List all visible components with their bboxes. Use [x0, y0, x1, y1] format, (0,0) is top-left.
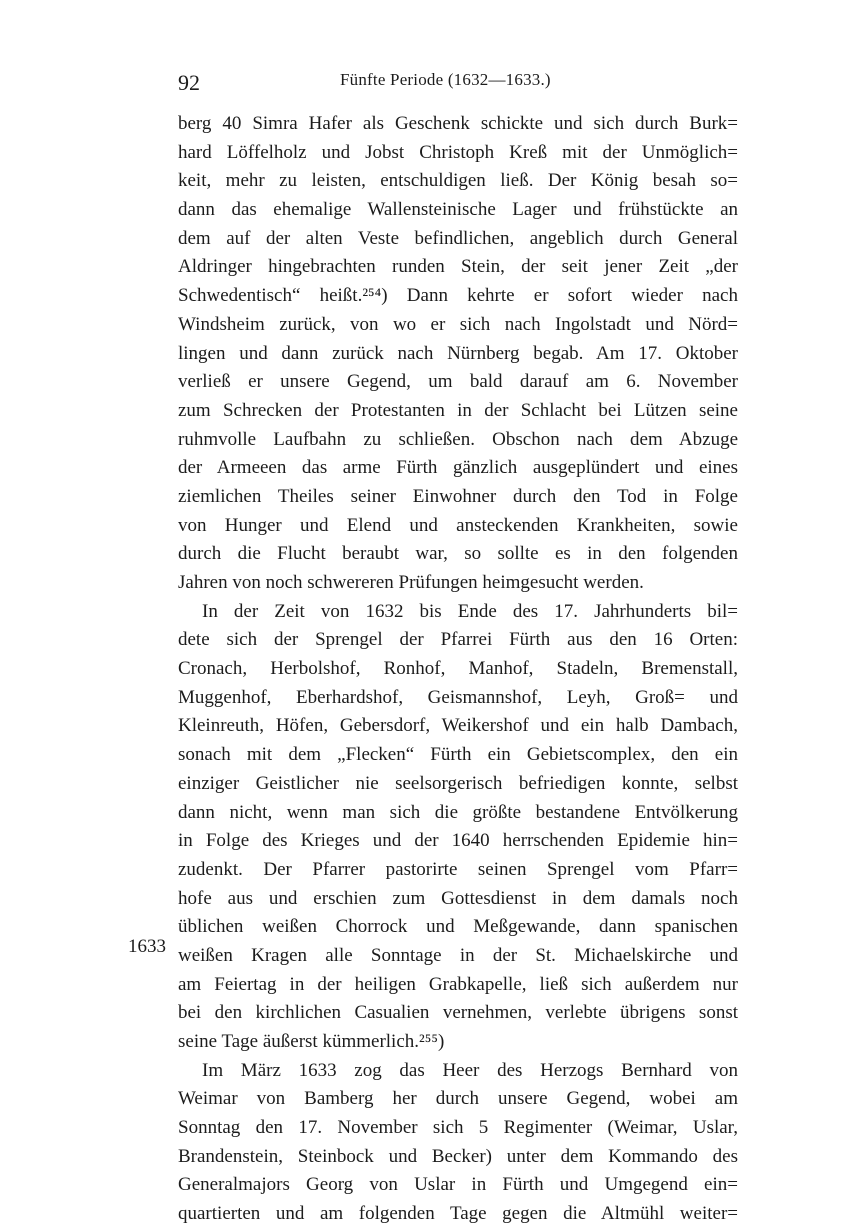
- text-line: in Folge des Krieges und der 1640 herrschenden Epidemie hin=: [178, 830, 738, 852]
- text-line: am Feiertag in der heiligen Grabkapelle, ließ sich außerdem nur: [178, 973, 738, 995]
- text-line: durch die Flucht beraubt war, so sollte es in den folgenden: [178, 543, 738, 565]
- text-line: sonach mit dem „Flecken“ Fürth ein Gebietscomplex, den ein: [178, 744, 738, 766]
- text-line: Aldringer hingebrachten runden Stein, der seit jener Zeit „der: [178, 256, 738, 278]
- text-line: üblichen weißen Chorrock und Meßgewande, dann spanischen: [178, 916, 738, 938]
- text-line: ziemlichen Theiles seiner Einwohner durch den Tod in Folge: [178, 485, 738, 507]
- text-line: Muggenhof, Eberhardshof, Geismannshof, Leyh, Groß= und: [178, 686, 738, 708]
- text-line: verließ er unsere Gegend, um bald darauf am 6. November: [178, 371, 738, 393]
- text-line: Generalmajors Georg von Uslar in Fürth und Umgegend ein=: [178, 1174, 738, 1196]
- text-line: hard Löffelholz und Jobst Christoph Kreß mit der Unmöglich=: [178, 141, 738, 163]
- text-line: Im März 1633 zog das Heer des Herzogs Bernhard von: [202, 1059, 738, 1081]
- text-line: Schwedentisch“ heißt.²⁵⁴) Dann kehrte er sofort wieder nach: [178, 285, 738, 307]
- text-line: dete sich der Sprengel der Pfarrei Fürth aus den 16 Orten:: [178, 629, 738, 651]
- text-line: zum Schrecken der Protestanten in der Schlacht bei Lützen seine: [178, 399, 738, 421]
- text-line: berg 40 Simra Hafer als Geschenk schickte und sich durch Burk=: [178, 113, 738, 134]
- text-line: Brandenstein, Steinbock und Becker) unter dem Kommando des: [178, 1145, 738, 1167]
- text-line: Weimar von Bamberg her durch unsere Gegend, wobei am: [178, 1088, 738, 1110]
- margin-year: 1633: [128, 936, 166, 957]
- text-line: dann nicht, wenn man sich die größte bestandene Entvölkerung: [178, 801, 738, 823]
- text-line: Kleinreuth, Höfen, Gebersdorf, Weikershof und ein halb Dambach,: [178, 715, 738, 737]
- text-line: In der Zeit von 1632 bis Ende des 17. Jahrhunderts bil=: [202, 600, 738, 622]
- text-line: lingen und dann zurück nach Nürnberg begab. Am 17. Oktober: [178, 342, 738, 364]
- text-line: dann das ehemalige Wallensteinische Lager und frühstückte an: [178, 199, 738, 221]
- text-line: der Armeeen das arme Fürth gänzlich ausgeplündert und eines: [178, 457, 738, 479]
- text-line: quartierten und am folgenden Tage gegen die Altmühl weiter=: [178, 1203, 738, 1225]
- text-line: einziger Geistlicher nie seelsorgerisch befriedigen konnte, selbst: [178, 772, 738, 794]
- text-line: weißen Kragen alle Sonntage in der St. Michaelskirche und: [178, 944, 738, 966]
- text-line: hofe aus und erschien zum Gottesdienst in dem damals noch: [178, 887, 738, 909]
- text-line: seine Tage äußerst kümmerlich.²⁵⁵): [178, 1031, 445, 1052]
- text-line: Sonntag den 17. November sich 5 Regimenter (Weimar, Uslar,: [178, 1117, 738, 1139]
- running-head: Fünfte Periode (1632—1633.): [340, 70, 551, 89]
- text-line: Windsheim zurück, von wo er sich nach Ingolstadt und Nörd=: [178, 313, 738, 335]
- text-line: Cronach, Herbolshof, Ronhof, Manhof, Stadeln, Bremenstall,: [178, 658, 738, 680]
- text-line: bei den kirchlichen Casualien vernehmen, verlebte übrigens sonst: [178, 1002, 738, 1024]
- text-line: zudenkt. Der Pfarrer pastorirte seinen Sprengel vom Pfarr=: [178, 858, 738, 880]
- text-line: ruhmvolle Laufbahn zu schließen. Obschon nach dem Abzuge: [178, 428, 738, 450]
- text-line: dem auf der alten Veste befindlichen, angeblich durch General: [178, 227, 738, 249]
- body-text: [178, 110, 738, 1229]
- text-line: keit, mehr zu leisten, entschuldigen ließ. Der König besah so=: [178, 170, 738, 192]
- text-line: Jahren von noch schwereren Prüfungen heimgesucht werden.: [178, 572, 644, 593]
- text-line: von Hunger und Elend und ansteckenden Krankheiten, sowie: [178, 514, 738, 536]
- page-number: 92: [178, 70, 200, 95]
